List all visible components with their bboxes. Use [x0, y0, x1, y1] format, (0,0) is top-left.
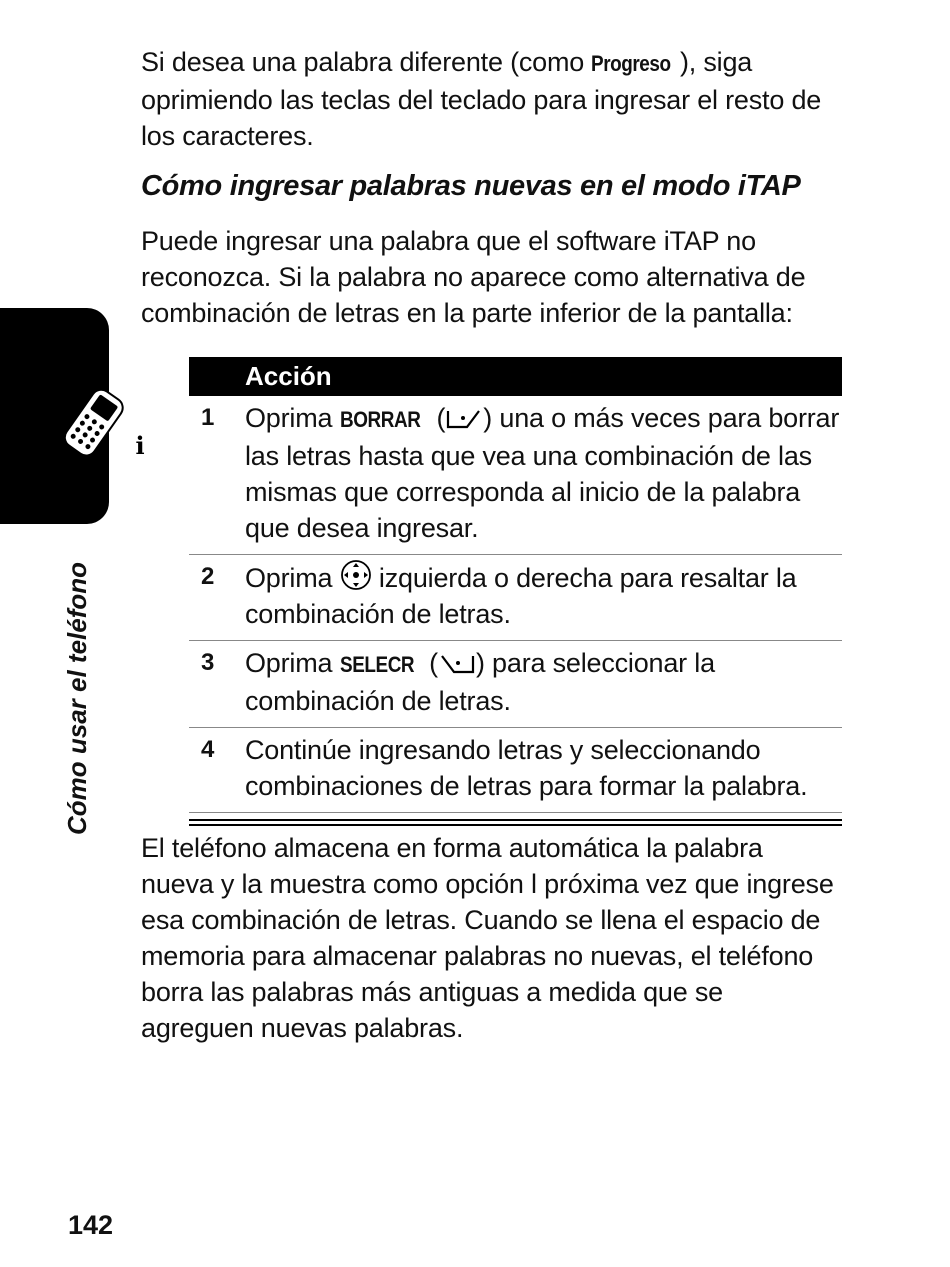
closing-paragraph: El teléfono almacena en forma automática la palabra nueva y la muestra como opción l próxima vez que ingrese esa combinación de letras. Cuando se llena el espacio de memoria para almacenar palabras no nuevas, el teléfono borra las palabras más antiguas a medida que se agreguen nuevas palabras. — [141, 833, 834, 1043]
step-text-part: Oprima — [245, 563, 340, 593]
step-text-part: Oprima — [245, 403, 340, 433]
step-text-part: ( — [429, 403, 446, 433]
step-number: 3 — [201, 649, 215, 676]
step-text-part: ) una o más veces para borrar las letras hasta que vea una combinación de las mismas que corresponda al inicio de la palabra que desea ingresar. — [245, 403, 840, 543]
step-text-part: Oprima — [245, 648, 340, 678]
svg-text:i: i — [135, 431, 145, 460]
step-number: 4 — [201, 736, 215, 763]
lead-paragraph: Puede ingresar una palabra que el software iTAP no reconozca. Si la palabra no aparece como alternativa de combinación de letras en la parte inferior de la pantalla: — [141, 226, 806, 328]
table-row — [189, 396, 842, 555]
step-text-part: izquierda o derecha para resaltar la combinación de letras. — [245, 563, 797, 629]
step-text — [245, 645, 842, 719]
phone-info-icon — [64, 374, 164, 474]
side-tab-label: Cómo usar el teléfono — [62, 561, 92, 835]
step-number: 1 — [201, 404, 215, 431]
intro-paragraph — [141, 44, 841, 154]
intro-text-end: ), siga oprimiendo las teclas del teclado para ingresar el resto de los caracteres. — [141, 47, 822, 151]
step-text — [245, 400, 842, 546]
keyword-selecr: SELECR — [339, 652, 414, 677]
table-row — [189, 641, 842, 728]
keyword-progreso: Progreso — [591, 51, 672, 76]
table-end-rule — [189, 819, 842, 826]
step-text: Continúe ingresando letras y seleccionando combinaciones de letras para formar la palabra. — [245, 735, 808, 801]
step-text-part: ) para seleccionar la combinación de letras. — [245, 648, 715, 716]
intro-text-start: Si desea una palabra diferente (como — [141, 47, 592, 77]
section-heading: Cómo ingresar palabras nuevas en el modo iTAP — [141, 170, 801, 202]
table-row — [189, 728, 842, 813]
step-number: 2 — [201, 563, 215, 590]
nav-key-icon — [340, 559, 372, 591]
step-text-part: ( — [421, 648, 438, 678]
side-tab — [0, 308, 145, 524]
table-header: Acción — [189, 357, 842, 396]
step-text — [245, 559, 842, 632]
keyword-borrar: BORRAR — [339, 407, 421, 432]
right-soft-key-icon — [445, 407, 483, 431]
action-table — [189, 357, 842, 826]
table-row — [189, 555, 842, 641]
left-soft-key-icon — [438, 652, 476, 676]
page-number: 142 — [68, 1210, 114, 1240]
